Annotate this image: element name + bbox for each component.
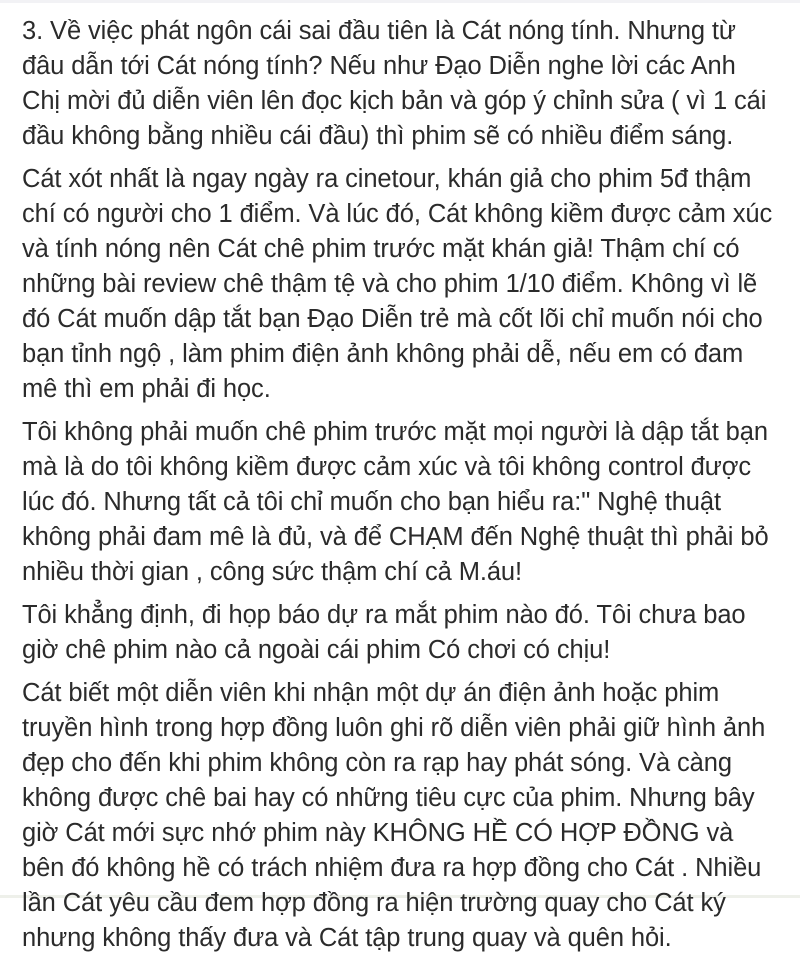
post-paragraph-4: Tôi khẳng định, đi họp báo dự ra mắt phim nào đó. Tôi chưa bao giờ chê phim nào cả ngoài cái phim Có chơi có chịu! <box>22 601 753 664</box>
post-paragraph-5: Cát biết một diễn viên khi nhận một dự án điện ảnh hoặc phim truyền hình trong hợp đồng luôn ghi rõ diễn viên phải giữ hình ảnh đẹp cho đến khi phim không còn ra rạp hay phát sóng. Và càng không được chê bai hay có những tiêu cực của phim. Nhưng bây giờ Cát mới sực nhớ phim này KHÔNG HỀ CÓ HỢP ĐỒNG và bên đó không hề có trách nhiệm đưa ra hợp đồng cho Cát . Nhiều lần Cát yêu cầu đem hợp đồng ra hiện trường quay cho Cát ký nhưng không thấy đưa và Cát tập trung quay và quên hỏi. <box>22 679 773 952</box>
post-text-body <box>22 14 778 956</box>
post-paragraph-2: Cát xót nhất là ngay ngày ra cinetour, khán giả cho phim 5đ thậm chí có người cho 1 điểm. Và lúc đó, Cát không kiềm được cảm xúc và tính nóng nên Cát chê phim trước mặt khán giả! Thậm chí có những bài review chê thậm tệ và cho phim 1/10 điểm. Không vì lẽ đó Cát muốn dập tắt bạn Đạo Diễn trẻ mà cốt lõi chỉ muốn nói cho bạn tỉnh ngộ , làm phim điện ảnh không phải dễ, nếu em có đam mê thì em phải đi học. <box>22 165 780 403</box>
post-paragraph-1: 3. Về việc phát ngôn cái sai đầu tiên là Cát nóng tính. Nhưng từ đâu dẫn tới Cát nóng tính? Nếu như Đạo Diễn nghe lời các Anh Chị mời đủ diễn viên lên đọc kịch bản và góp ý chỉnh sửa ( vì 1 cái đầu không bằng nhiều cái đầu) thì phim sẽ có nhiều điểm sáng. <box>22 17 774 150</box>
post-paragraph-3: Tôi không phải muốn chê phim trước mặt mọi người là dập tắt bạn mà là do tôi không kiềm được cảm xúc và tôi không control được lúc đó. Nhưng tất cả tôi chỉ muốn cho bạn hiểu ra:" Nghệ thuật không phải đam mê là đủ, và để CHẠM đến Nghệ thuật thì phải bỏ nhiều thời gian , công sức thậm chí cả M.áu! <box>22 418 776 586</box>
